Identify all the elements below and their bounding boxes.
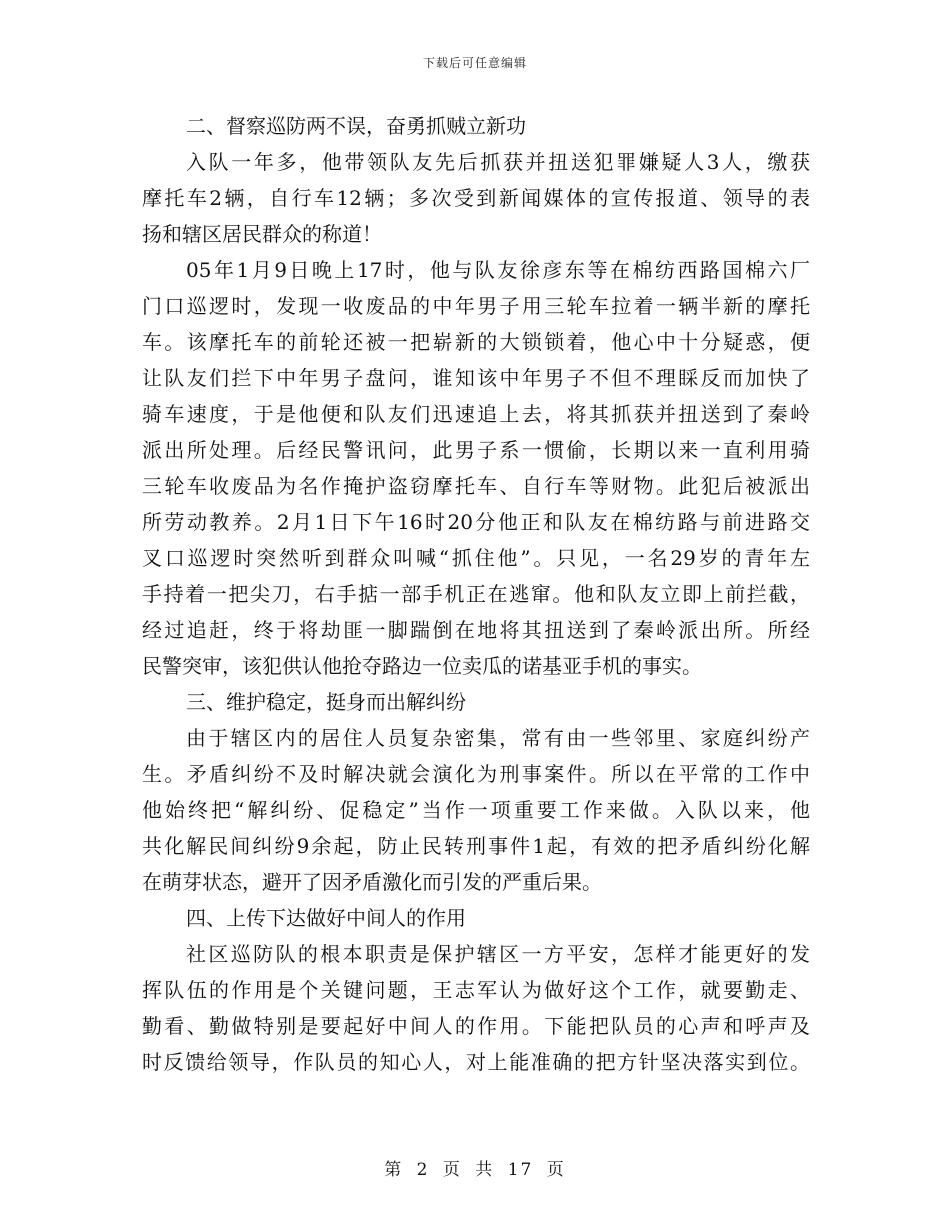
paragraph-line: 他始终把“解纠纷、促稳定”当作一项重要工作来做。入队以来，他 xyxy=(142,798,810,822)
paragraph-line: 派出所处理。后经民警讯问，此男子系一惯偷，长期以来一直利用骑 xyxy=(142,438,810,462)
paragraph-line: 扬和辖区居民群众的称道！ xyxy=(142,222,382,246)
paragraph-line: 勤看、勤做特别是要起好中间人的作用。下能把队员的心声和呼声及 xyxy=(142,1014,810,1038)
header-note: 下载后可任意编辑 xyxy=(422,56,527,70)
paragraph-line: 骑车速度，于是他便和队友们迅速追上去，将其抓获并扭送到了秦岭 xyxy=(142,402,810,426)
section-heading: 四、上传下达做好中间人的作用 xyxy=(186,906,466,930)
paragraph-line: 让队友们拦下中年男子盘问，谁知该中年男子不但不理睬反而加快了 xyxy=(142,366,810,390)
paragraph-line: 车。该摩托车的前轮还被一把崭新的大锁锁着，他心中十分疑惑，便 xyxy=(142,330,810,354)
paragraph-line: 门口巡逻时，发现一收废品的中年男子用三轮车拉着一辆半新的摩托 xyxy=(142,294,810,318)
page-number: 第 2 页 共 17 页 xyxy=(384,1160,566,1180)
paragraph-line: 手持着一把尖刀，右手掂一部手机正在逃窜。他和队友立即上前拦截， xyxy=(142,582,810,606)
paragraph-line: 摩托车2辆，自行车12辆；多次受到新闻媒体的宣传报道、领导的表 xyxy=(142,186,810,210)
paragraph-line: 共化解民间纠纷9余起，防止民转刑事件1起，有效的把矛盾纠纷化解 xyxy=(142,834,810,858)
paragraph-line: 所劳动教养。2月1日下午16时20分他正和队友在棉纺路与前进路交 xyxy=(142,510,810,534)
paragraph-line: 社区巡防队的根本职责是保护辖区一方平安，怎样才能更好的发 xyxy=(186,942,810,966)
paragraph-line: 入队一年多，他带领队友先后抓获并扭送犯罪嫌疑人3人，缴获 xyxy=(186,150,810,174)
section-heading: 三、维护稳定，挺身而出解纠纷 xyxy=(186,690,466,714)
paragraph-line: 叉口巡逻时突然听到群众叫喊“抓住他”。只见，一名29岁的青年左 xyxy=(142,546,810,570)
paragraph-line: 经过追赶，终于将劫匪一脚踹倒在地将其扭送到了秦岭派出所。所经 xyxy=(142,618,810,642)
paragraph-line: 挥队伍的作用是个关键问题，王志军认为做好这个工作，就要勤走、 xyxy=(142,978,810,1002)
paragraph-line: 民警突审，该犯供认他抢夺路边一位卖瓜的诺基亚手机的事实。 xyxy=(142,654,702,678)
body-text xyxy=(142,108,810,1080)
paragraph-line: 生。矛盾纠纷不及时解决就会演化为刑事案件。所以在平常的工作中 xyxy=(142,762,810,786)
paragraph-line: 05年1月9日晚上17时，他与队友徐彦东等在棉纺西路国棉六厂 xyxy=(186,258,810,282)
paragraph-line: 时反馈给领导，作队员的知心人，对上能准确的把方针坚决落实到位。 xyxy=(142,1050,810,1074)
paragraph-line: 三轮车收废品为名作掩护盗窃摩托车、自行车等财物。此犯后被派出 xyxy=(142,474,810,498)
paragraph-line: 由于辖区内的居住人员复杂密集，常有由一些邻里、家庭纠纷产 xyxy=(186,726,810,750)
paragraph-line: 在萌芽状态，避开了因矛盾激化而引发的严重后果。 xyxy=(142,870,602,894)
section-heading: 二、督察巡防两不误，奋勇抓贼立新功 xyxy=(186,114,526,138)
